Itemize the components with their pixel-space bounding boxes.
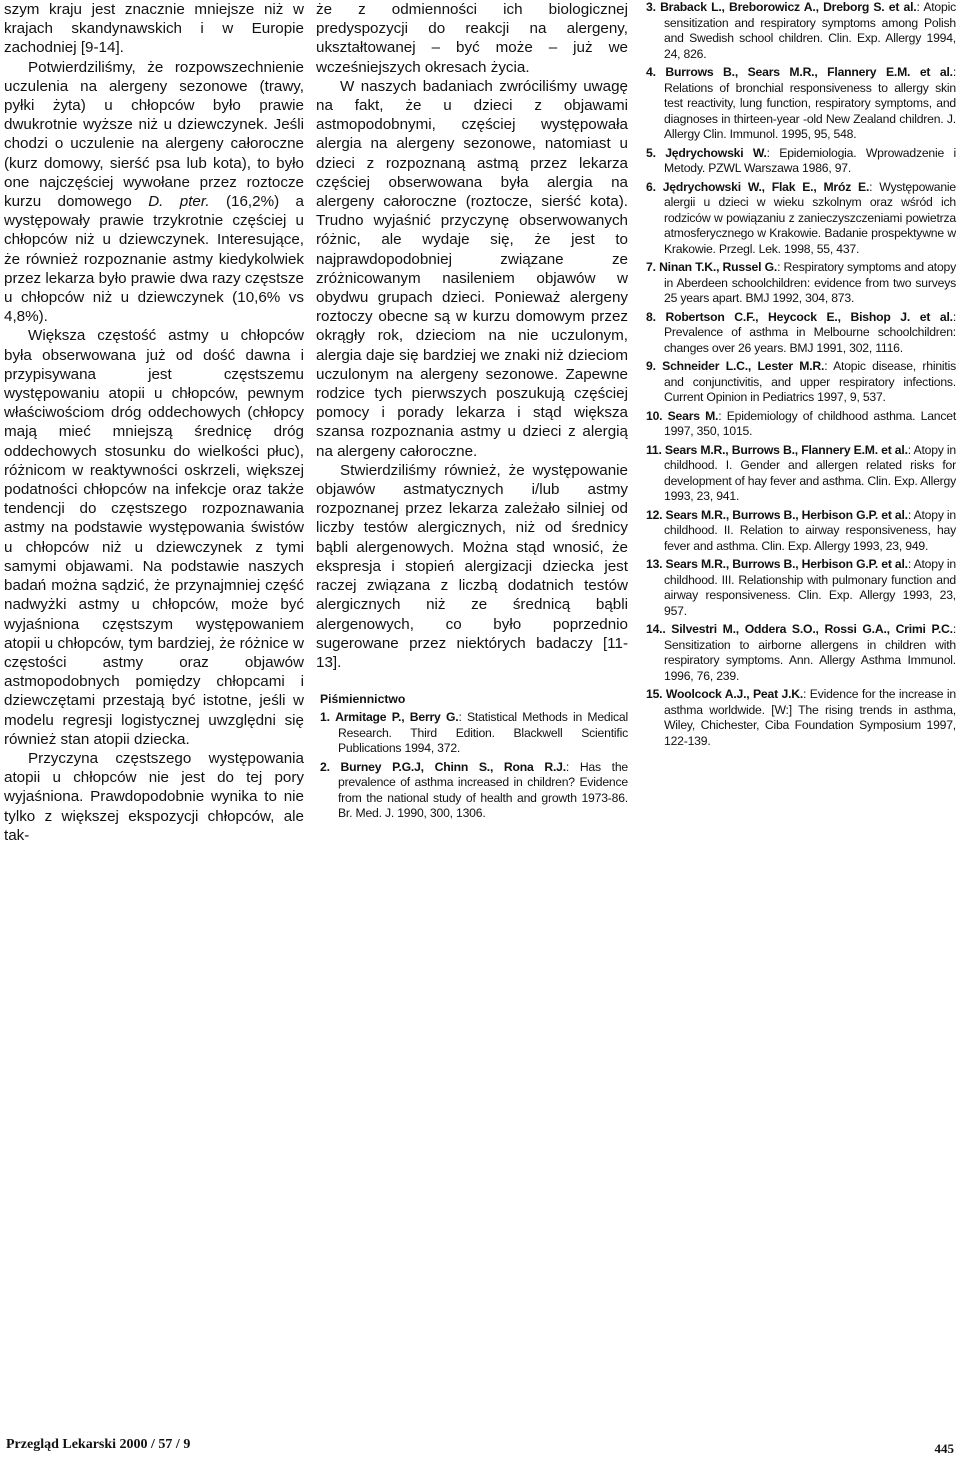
reference-number: 1. bbox=[320, 710, 330, 725]
reference-text: : Atopy in childhood. II. Relation to airway responsiveness, hay fever and asthma. Clin. Exp. Allergy 1993, 23, 949. bbox=[664, 507, 957, 553]
reference-authors: Sears M.R., Burrows B., Herbison G.P. et al. bbox=[665, 557, 908, 571]
paragraph: Stwierdziliśmy również, że występowanie objawów astmatycznych i/lub astmy rozpoznanej przez lekarza zależało silniej od liczby testów alergicznych, niż od średnicy bąbli alergenowych. Można stąd wnosić, że ekspresja i stopień alergizacji dziecka jest raczej związana z liczbą dodatnich testów alergicznych niż ze średnicą bąbli alergenowych, co było poprzednio sugerowane przez niektórych badaczy [11-13]. bbox=[316, 461, 628, 671]
reference-number: 5. bbox=[646, 145, 656, 160]
reference-list bbox=[316, 710, 628, 822]
reference-text: : Sensitization to airborne allergens in children with respiratory symptoms. Ann. Allergy Asthma Immunol. 1996, 76, 239. bbox=[664, 622, 956, 683]
reference-item bbox=[642, 443, 956, 505]
reference-number: 2. bbox=[320, 759, 330, 774]
reference-text: : Występowanie alergii u dzieci w wieku szkolnym oraz wśród ich rodziców w powiązaniu z zanieczyszczeniami powietrza atmosferycznego w Krakowie. Badanie prospektywne w Krakowie. Przegl. Lek. 1998, 55, 437. bbox=[664, 179, 956, 256]
reference-item bbox=[642, 359, 956, 406]
text-column-left bbox=[4, 0, 304, 845]
reference-authors: Burney P.G.J, Chinn S., Rona R.J. bbox=[340, 759, 566, 774]
reference-authors: Sears M.R., Burrows B., Herbison G.P. et al. bbox=[665, 507, 908, 522]
paragraph: Większa częstość astmy u chłopców była obserwowana już od dość dawna i przypisywana jest częstszemu występowaniu atopii u chłopców, pewnym właściwościom dróg oddechowych (chłopcy mają mieć mniejszą średnicę dróg oddechowych stosunku do wielkości płuc), różnicom w reaktywności oskrzeli, większej podatności chłopców na infekcje oraz także tendencji do częstszego rozpoznawania astmy na podstawie występowania świstów u chłopców niż u dziewczynek z tymi samymi objawami. Na podstawie naszych badań można sądzić, że przynajmniej część nadwyżki astmy u chłopców, może być wyjaśniona częstszym występowaniem atopii u chłopców, tym bardziej, że różnice w częstości astmy oraz objawów astmopodobnych pomiędzy chłopcami i dziewczętami przestają być istotne, jeśli w modelu regresji logistycznej uwzględni się również stan atopii dziecka. bbox=[4, 327, 304, 748]
reference-text: : Atopy in childhood. III. Relationship with pulmonary function and airway responsiveness. Clin. Exp. Allergy 1993, 23, 957. bbox=[664, 557, 957, 618]
reference-item bbox=[642, 65, 956, 143]
paragraph: Przyczyna częstszego występowania atopii u chłopców nie jest do tej pory wyjaśniona. Prawdopodobnie wynika to nie tylko z większej ekspozycji chłopców, ale tak- bbox=[4, 749, 304, 844]
reference-number: 12. bbox=[646, 507, 663, 522]
reference-text: : Respiratory symptoms and atopy in Aberdeen schoolchildren: evidence from two surveys 25 years apart. BMJ 1992, 304, 873. bbox=[664, 260, 957, 305]
reference-text: : Relations of bronchial responsiveness to allergy skin test reactivity, lung function, respiratory symptoms, and diagnoses in thirteen-year -old New Zealand children. J. Allergy Clin. Immunol. 1995, 95, 548. bbox=[664, 65, 957, 141]
reference-text: : Prevalence of asthma in Melbourne schoolchildren: changes over 26 years. BMJ 1991, 302, 1116. bbox=[664, 309, 957, 355]
reference-item bbox=[316, 760, 628, 822]
reference-list bbox=[642, 0, 956, 749]
reference-text: : Epidemiology of childhood asthma. Lancet 1997, 350, 1015. bbox=[664, 408, 957, 438]
reference-item bbox=[642, 260, 956, 307]
reference-item bbox=[316, 710, 628, 757]
reference-authors: Jędrychowski W. bbox=[665, 145, 767, 160]
reference-number: 8. bbox=[646, 309, 656, 324]
reference-item bbox=[642, 687, 956, 749]
paragraph bbox=[4, 58, 304, 327]
reference-number: 10. bbox=[646, 408, 663, 423]
reference-number: 3. bbox=[646, 0, 656, 14]
reference-authors: Woolcock A.J., Peat J.K. bbox=[665, 687, 804, 701]
paragraph-text: Potwierdziliśmy, że rozpowszechnienie uczulenia na alergeny sezonowe (trawy, pyłki żyta) u chłopców było prawie dwukrotnie wyższe niż u dziewczynek. Jeśli chodzi o uczulenie na alergeny całoroczne (kurz domowy, sierść psa lub kota), to było one najczęściej wywołane przez roztocze kurzu domowego bbox=[4, 58, 304, 211]
reference-text: : Epidemiologia. Wprowadzenie i Metody. PZWL Warszawa 1986, 97. bbox=[664, 145, 957, 175]
reference-authors: Sears M. bbox=[667, 408, 719, 423]
reference-item bbox=[642, 508, 956, 555]
paragraph-text: (16,2%) a występowały prawie trzykrotnie częściej u chłopców niż u dziewczynek. Interesujące, że również rozpoznanie astmy kiedykolwiek przez lekarza było prawie dwa razy częstsze u chłopców niż u dziewczynek (10,6% vs 4,8%). bbox=[4, 193, 304, 326]
paragraph: W naszych badaniach zwróciliśmy uwagę na fakt, że u dzieci z objawami astmopodobnymi, częściej występowała alergia na alergeny sezonowe, natomiast u dzieci z rozpoznaną astmą przez lekarza częściej obserwowana była alergia na alergeny całoroczne (roztocze, sierść kota). Trudno wyjaśnić przyczynę obserwowanych różnic, ale wydaje się, że jest to najprawdopodobniej związane ze zróżnicowanym nasileniem objawów w obydwu grupach dzieci. Ponieważ alergeny roztoczy obecne są w kurzu domowym przez okrągły rok, dzieciom na nie uczulonym, alergia daje się bardziej we znaki niż dzieciom uczulonym na alergeny sezonowe. Zapewne rodzice tych pierwszych poszukują częściej pomocy i porady lekarza i stąd większa szansa rozpoznania astmy u dzieci z alergią na alergeny całoroczne. bbox=[316, 77, 628, 460]
reference-text: : Atopic disease, rhinitis and conjunctivitis, and upper respiratory infections. Current Opinion in Pediatrics 1997, 9, 537. bbox=[664, 359, 956, 404]
reference-number: 14.. bbox=[646, 622, 666, 636]
reference-item bbox=[642, 622, 956, 684]
reference-text: : Atopic sensitization and respiratory symptoms among Polish and Swedish school children. Clin. Exp. Allergy 1994, 24, 826. bbox=[664, 0, 956, 61]
reference-authors: Braback L., Breborowicz A., Dreborg S. et al. bbox=[660, 0, 917, 14]
reference-number: 4. bbox=[646, 65, 656, 79]
reference-number: 6. bbox=[646, 179, 656, 194]
reference-column-right bbox=[642, 0, 956, 752]
reference-item bbox=[642, 0, 956, 62]
reference-item bbox=[642, 409, 956, 440]
reference-item bbox=[642, 146, 956, 177]
reference-authors: Armitage P., Berry G. bbox=[335, 710, 459, 725]
reference-authors: Robertson C.F., Heycock E., Bishop J. et al. bbox=[665, 309, 953, 324]
reference-authors: Schneider L.C., Lester M.R. bbox=[662, 359, 825, 373]
reference-number: 15. bbox=[646, 687, 663, 701]
paragraph: że z odmienności ich biologicznej predyspozycji do reakcji na alergeny, ukształtowanej – być może – już we wcześniejszych okresach życia. bbox=[316, 1, 628, 76]
references-heading: Piśmiennictwo bbox=[320, 692, 406, 707]
reference-authors: Ninan T.K., Russel G. bbox=[659, 260, 778, 274]
reference-authors: Burrows B., Sears M.R., Flannery E.M. et al. bbox=[665, 65, 953, 79]
reference-item bbox=[642, 180, 956, 258]
reference-authors: Silvestri M., Oddera S.O., Rossi G.A., Crimi P.C. bbox=[671, 622, 953, 636]
reference-item bbox=[642, 557, 956, 619]
reference-number: 11. bbox=[646, 442, 662, 457]
species-abbreviation: D. pter. bbox=[148, 193, 210, 211]
reference-text: : Has the prevalence of asthma increased in children? Evidence from the national study of health and growth 1973-86. Br. Med. J. 1990, 300, 1306. bbox=[338, 759, 628, 821]
page-number: 445 bbox=[934, 1441, 954, 1456]
reference-number: 13. bbox=[646, 557, 663, 571]
reference-text: : Statistical Methods in Medical Research. Third Edition. Blackwell Scientific Publications 1994, 372. bbox=[338, 710, 628, 756]
reference-text: : Evidence for the increase in asthma worldwide. [W:] The rising trends in asthma, Wiley, Chichester, Ciba Foundation Symposium 1997, 122-139. bbox=[664, 687, 957, 748]
reference-authors: Jędrychowski W., Flak E., Mróz E. bbox=[662, 179, 870, 194]
reference-number: 9. bbox=[646, 359, 656, 373]
reference-number: 7. bbox=[646, 260, 656, 274]
reference-authors: Sears M.R., Burrows B., Flannery E.M. et al. bbox=[664, 442, 908, 457]
paragraph: szym kraju jest znacznie mniejsze niż w krajach skandynawskich i w Europie zachodniej [9-14]. bbox=[4, 1, 304, 57]
reference-item bbox=[642, 310, 956, 357]
reference-text: : Atopy in childhood. I. Gender and allergen related risks for development of hay fever and asthma. Clin. Exp. Allergy 1993, 23, 941. bbox=[664, 442, 957, 503]
text-column-middle bbox=[316, 0, 628, 825]
journal-footer: Przegląd Lekarski 2000 / 57 / 9 bbox=[6, 1437, 191, 1452]
